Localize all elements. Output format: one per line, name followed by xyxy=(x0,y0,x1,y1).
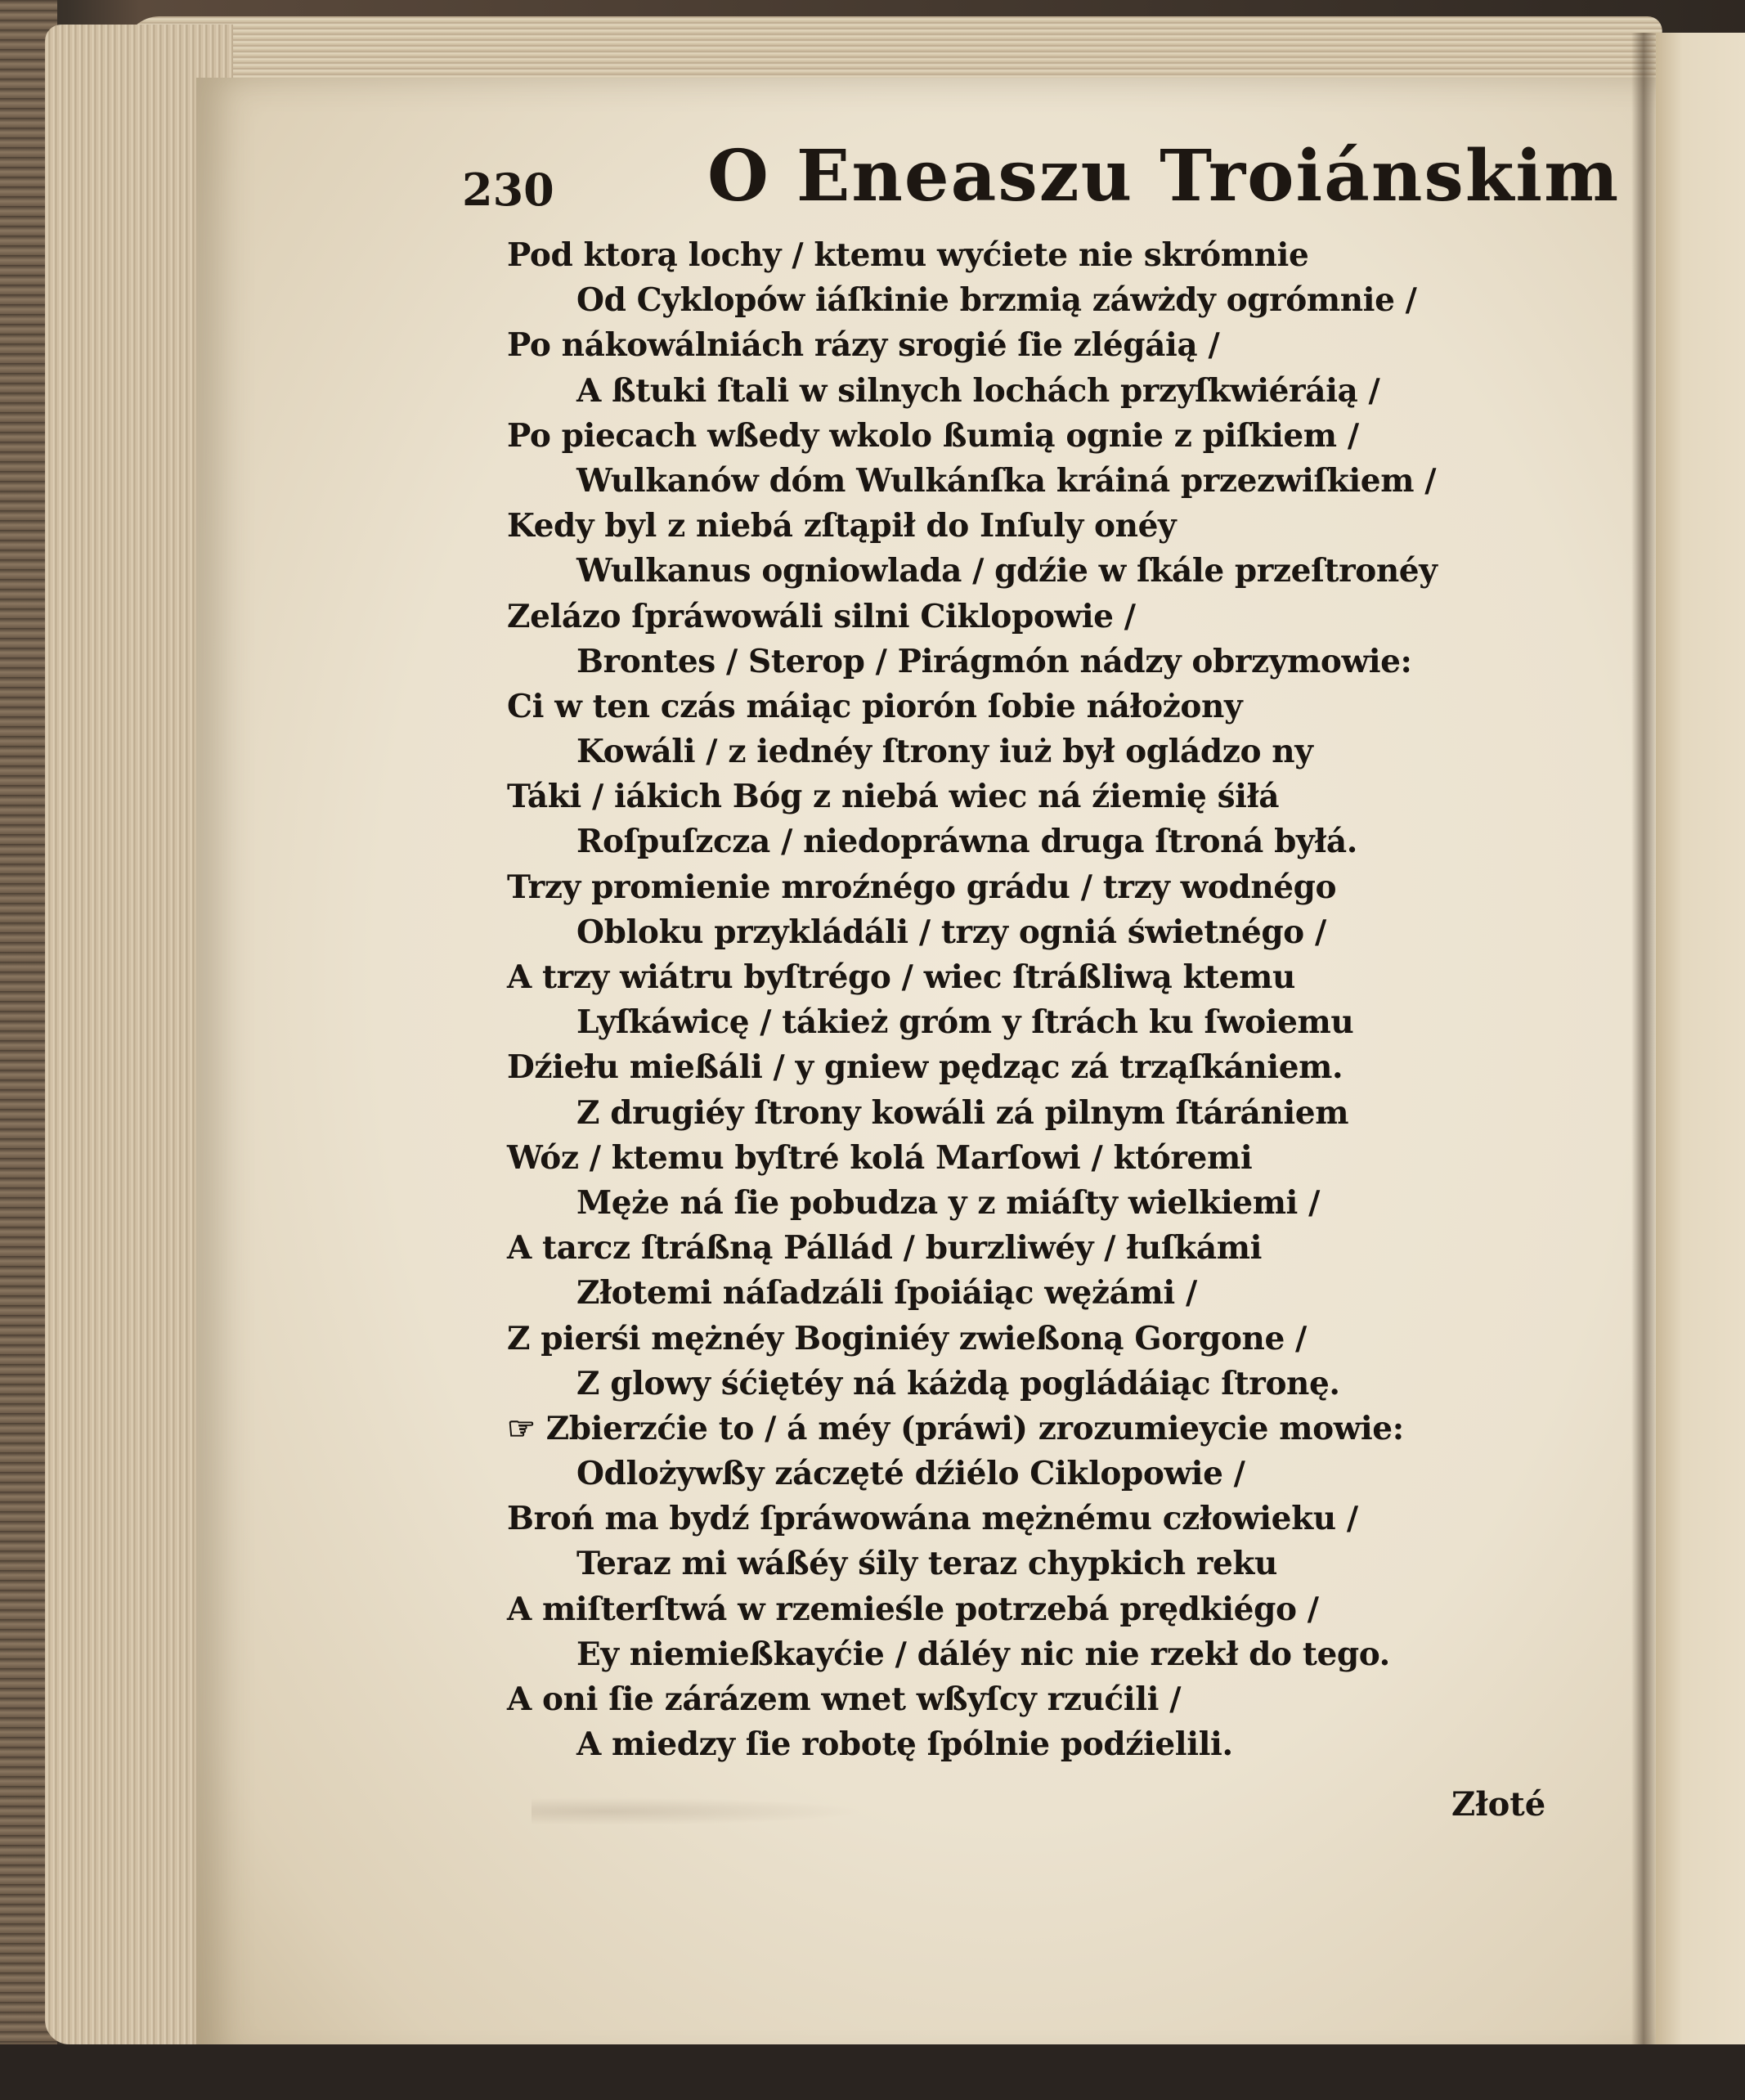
verse-line: Z glowy śćiętéy ná káżdą pogládáiąc ſtronę. xyxy=(576,1364,1340,1402)
verse-text xyxy=(507,233,1456,1767)
verse-line: Wulkanów dóm Wulkánſka kráiná przezwiſkiem / xyxy=(576,461,1437,500)
verse-line: Trzy promienie mroźnégo grádu / trzy wodnégo xyxy=(507,868,1337,906)
verse-line: Męże ná ſie pobudza y z miáſty wielkiemi / xyxy=(576,1183,1320,1222)
catchword: Złoté xyxy=(1451,1785,1546,1824)
verse-line: Teraz mi wáßéy śily teraz chypkich reku xyxy=(576,1545,1277,1583)
verse-line: Dźiełu mießáli / y gniew pędząc zá trząſkániem. xyxy=(507,1048,1344,1087)
verse-line: ☞ Zbierzćie to / á méy (práwi) zrozumieycie mowie: xyxy=(507,1409,1404,1447)
verse-line: A trzy wiátru byſtrégo / wiec ſtráßliwą ktemu xyxy=(507,958,1295,996)
verse-line: Z drugiéy ſtrony kowáli zá pilnym ſtárániem xyxy=(576,1093,1349,1132)
verse-line: Ey niemießkayćie / dáléy nic nie rzekł do tego. xyxy=(576,1635,1390,1673)
facing-page-edge xyxy=(1656,33,1745,2061)
verse-line: Lyſkáwicę / tákież gróm y ſtrách ku ſwoiemu xyxy=(576,1003,1354,1042)
page-number: 230 xyxy=(462,164,554,216)
book-gutter xyxy=(1631,33,1656,2061)
verse-line: Wóz / ktemu byſtré kolá Marſowi / któremi xyxy=(507,1138,1253,1177)
ink-smudge xyxy=(532,1795,908,1828)
verse-line: A tarcz ſtráßną Pállád / burzliwéy / łuſkámi xyxy=(507,1229,1263,1268)
verse-line: Z pierśi mężnéy Boginiéy zwießoną Gorgone / xyxy=(507,1319,1307,1357)
running-title: O Eneaszu Troiánskim xyxy=(707,135,1621,218)
verse-line: Obloku przykládáli / trzy ogniá świetnégo / xyxy=(576,913,1326,951)
background-bottom xyxy=(0,2044,1745,2100)
verse-line: Od Cyklopów iáſkinie brzmią záwżdy ogrómnie / xyxy=(576,281,1417,320)
verse-line: Pod ktorą lochy / ktemu wyćiete nie skrómnie xyxy=(507,236,1309,274)
verse-line: Broń ma bydź ſpráwowána mężnému człowieku / xyxy=(507,1500,1358,1538)
verse-line: Kedy byl z niebá zſtąpił do Inſuly onéy xyxy=(507,507,1177,545)
verse-line: A miſterſtwá w rzemieśle potrzebá prędkiégo / xyxy=(507,1590,1319,1628)
verse-line: Wulkanus ogniowlada / gdźie w ſkále przeſtronéy xyxy=(576,552,1438,590)
verse-line: A miedzy ſie robotę ſpólnie podźielili. xyxy=(576,1725,1233,1764)
verse-line: Złotemi náſadzáli ſpoiáiąc wężámi / xyxy=(576,1274,1197,1312)
verse-line: Brontes / Sterop / Pirágmón nádzy obrzymowie: xyxy=(576,642,1412,680)
verse-line: Ci w ten czás máiąc piorón ſobie náłożony xyxy=(507,687,1243,725)
verse-line: Po nákowálniách rázy srogié ſie zlégáią / xyxy=(507,326,1220,365)
verse-line: Zelázo ſpráwowáli silni Ciklopowie / xyxy=(507,597,1136,635)
page-header xyxy=(462,135,1621,241)
verse-line: A oni ſie zárázem wnet wßyſcy rzućili / xyxy=(507,1680,1182,1718)
verse-line: Táki / iákich Bóg z niebá wiec ná źiemię śiłá xyxy=(507,778,1280,816)
verse-line: Odlożywßy záczęté dźiélo Ciklopowie / xyxy=(576,1455,1245,1493)
verse-line: Kowáli / z iednéy ſtrony iuż był ogládzo ny xyxy=(576,733,1313,771)
verse-line: A ßtuki ſtali w silnych lochách przyſkwiéráią / xyxy=(576,371,1380,410)
verse-line: Po piecach wßedy wkolo ßumią ognie z piſkiem / xyxy=(507,416,1359,455)
verse-line: Roſpuſzcza / niedopráwna druga ſtroná byłá. xyxy=(576,823,1357,861)
